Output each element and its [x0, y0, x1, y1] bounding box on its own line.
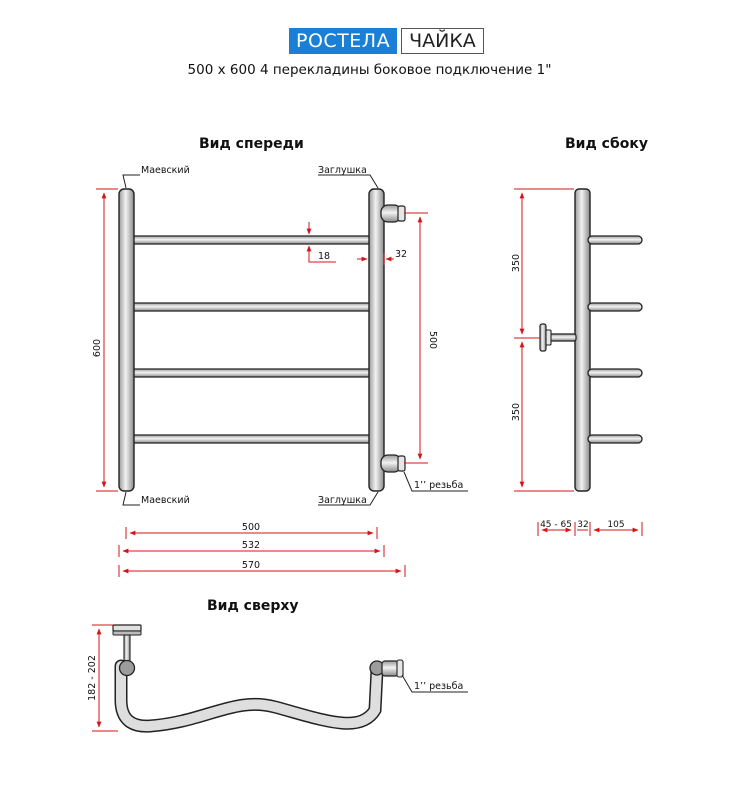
- dim-width-570: 570: [241, 560, 261, 571]
- callout-leaders: [123, 175, 468, 505]
- brand-secondary: ЧАЙКА: [401, 28, 484, 54]
- right-upright: [369, 189, 384, 491]
- dim-width-532: 532: [241, 540, 261, 551]
- dim-height-500: 500: [427, 330, 438, 350]
- side-bar-1: [588, 236, 642, 244]
- side-upright: [575, 189, 590, 491]
- rail-bar-2: [122, 303, 381, 311]
- rail-bar-4: [122, 435, 381, 443]
- front-view: [92, 165, 468, 577]
- dim-gap-18: 18: [318, 251, 331, 262]
- side-wall-mount: [540, 324, 576, 351]
- label-plug-bottom: Заглушка: [318, 495, 367, 506]
- connector-bottom: [381, 455, 405, 472]
- top-connector: [370, 660, 403, 677]
- connector-top: [381, 205, 405, 222]
- dim-side-pipe: 32: [577, 520, 589, 530]
- side-bar-3: [588, 369, 642, 377]
- side-bar-2: [588, 303, 642, 311]
- rail-bar-1: [122, 236, 381, 244]
- label-plug-top: Заглушка: [318, 165, 367, 176]
- front-view-title: Вид спереди: [199, 136, 304, 152]
- top-curved-bar: [121, 666, 377, 726]
- dim-top-depth: 182 - 202: [87, 655, 98, 701]
- dim-width-500: 500: [241, 522, 261, 533]
- label-maevsky-top: Маевский: [141, 165, 190, 176]
- dim-side-upper-350: 350: [511, 253, 522, 273]
- dim-offset-32: 32: [395, 249, 408, 260]
- dim-side-depth: 105: [607, 520, 625, 530]
- top-view-title: Вид сверху: [207, 598, 299, 614]
- product-subtitle: 500 х 600 4 перекладины боковое подключение 1": [187, 62, 552, 78]
- top-view: [87, 625, 468, 731]
- brand-primary: РОСТЕЛА: [289, 28, 397, 54]
- dim-height-600: 600: [92, 338, 103, 358]
- rail-bar-3: [122, 369, 381, 377]
- label-maevsky-bottom: Маевский: [141, 495, 190, 506]
- side-view-title: Вид сбоку: [565, 136, 648, 152]
- side-bar-4: [588, 435, 642, 443]
- dim-side-lower-350: 350: [511, 402, 522, 422]
- label-thread-top: 1’’ резьба: [414, 681, 464, 692]
- side-view: [511, 189, 642, 536]
- dim-side-wall: 45 - 65: [540, 520, 572, 530]
- left-upright: [119, 189, 134, 491]
- label-thread-front: 1’’ резьба: [414, 480, 464, 491]
